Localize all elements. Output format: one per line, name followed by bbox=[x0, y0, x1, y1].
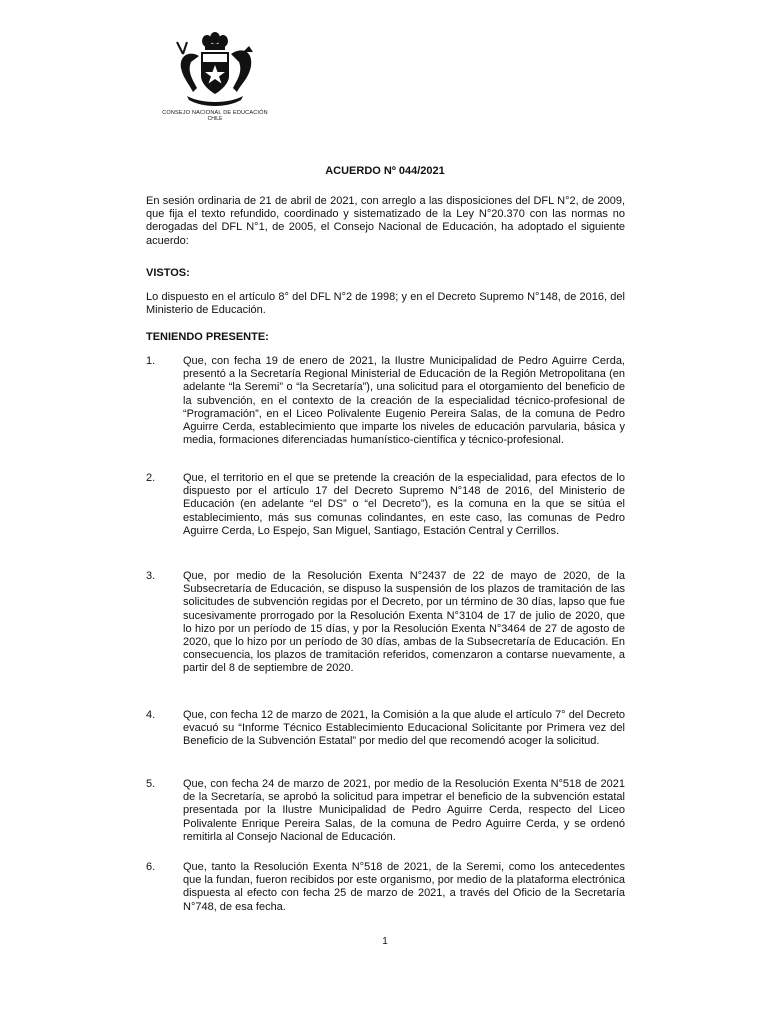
coat-of-arms-icon bbox=[165, 32, 265, 110]
item-number: 1. bbox=[146, 355, 156, 367]
item-text: Que, con fecha 12 de marzo de 2021, la Comisión a la que alude el artículo 7° del Decreto evacuó su “Informe Técnico Establecimiento Educacional Solicitante por Primera vez del Beneficio de la Subvención Estatal” por medio del que recomendó acoger la solicitud. bbox=[183, 709, 625, 748]
item-text: Que, con fecha 19 de enero de 2021, la Ilustre Municipalidad de Pedro Aguirre Cerda, presentó a la Secretaría Regional Ministerial de Educación de la Región Metropolitana (en adelante “la Seremi” o “la Secretaría”), una solicitud para el otorgamiento del beneficio de la subvención, en el contexto de la creación de la especialidad técnico-profesional de “Programación”, en el Liceo Polivalente Eugenio Pereira Salas, de la comuna de Pedro Aguirre Cerda, establecimiento que imparte los niveles de educación parvularia, básica y media, formaciones diferenciadas humanístico-científica y técnico-profesional. bbox=[183, 355, 625, 447]
list-item bbox=[146, 570, 625, 676]
item-text: Que, tanto la Resolución Exenta N°518 de 2021, de la Seremi, como los antecedentes que la fundan, fueron recibidos por este organismo, por medio de la plataforma electrónica dispuesta al efecto con fecha 25 de marzo de 2021, a través del Oficio de la Secretaría N°748, de esa fecha. bbox=[183, 861, 625, 913]
item-number: 2. bbox=[146, 472, 156, 484]
list-item bbox=[146, 709, 625, 749]
institution-logo bbox=[160, 32, 270, 122]
institution-name: CONSEJO NACIONAL DE EDUCACIÓN bbox=[162, 110, 268, 116]
vistos-paragraph: Lo dispuesto en el artículo 8° del DFL N°2 de 1998; y en el Decreto Supremo N°148, de 2016, del Ministerio de Educación. bbox=[146, 291, 625, 317]
item-text: Que, con fecha 24 de marzo de 2021, por medio de la Resolución Exenta N°518 de 2021 de la Secretaría, se aprobó la solicitud para impetrar el beneficio de la subvención estatal presentada por la Ilustre Municipalidad de Pedro Aguirre Cerda, respecto del Liceo Polivalente Enrique Pereira Salas, de la comuna de Pedro Aguirre Cerda, y se ordenó remitirla al Consejo Nacional de Educación. bbox=[183, 778, 625, 843]
item-number: 3. bbox=[146, 570, 156, 582]
page-number: 1 bbox=[382, 936, 388, 947]
institution-country: CHILE bbox=[207, 116, 223, 122]
list-item bbox=[146, 778, 625, 844]
item-text: Que, por medio de la Resolución Exenta N°2437 de 22 de mayo de 2020, de la Subsecretaría de Educación, se dispuso la suspensión de los plazos de tramitación de las solicitudes de subvención regidas por el Decreto, por un término de 30 días, lapso que fue sucesivamente prorrogado por la Resolución Exenta N°3104 de 17 de julio de 2020, que lo hizo por un período de 15 días, y por la Resolución Exenta N°3464 de 27 de agosto de 2020, que lo hizo por un período de 30 días, ambas de la Subsecretaría de Educación. En consecuencia, los plazos de tramitación referidos, comenzaron a contarse nuevamente, a partir del 8 de septiembre de 2020. bbox=[183, 570, 625, 675]
item-number: 4. bbox=[146, 709, 156, 721]
item-number: 6. bbox=[146, 861, 156, 873]
document-title: ACUERDO Nº 044/2021 bbox=[325, 165, 445, 177]
vistos-heading: VISTOS: bbox=[146, 267, 190, 279]
item-text: Que, el territorio en el que se pretende la creación de la especialidad, para efectos de lo dispuesto por el artículo 17 del Decreto Supremo N°148 de 2016, del Ministerio de Educación (en adelante “el DS” o “el Decreto”), es la comuna en la que se sitúa el establecimiento, más sus comunas colindantes, en este caso, las comunas de Pedro Aguirre Cerda, Lo Espejo, San Miguel, Santiago, Estación Central y Cerrillos. bbox=[183, 472, 625, 537]
item-number: 5. bbox=[146, 778, 156, 790]
teniendo-presente-heading: TENIENDO PRESENTE: bbox=[146, 331, 269, 343]
list-item bbox=[146, 472, 625, 538]
list-item bbox=[146, 861, 625, 914]
intro-paragraph: En sesión ordinaria de 21 de abril de 2021, con arreglo a las disposiciones del DFL N°2, de 2009, que fija el texto refundido, coordinado y sistematizado de la Ley N°20.370 con las normas no derogadas del DFL N°1, de 2005, el Consejo Nacional de Educación, ha adoptado el siguiente acuerdo: bbox=[146, 195, 625, 247]
list-item bbox=[146, 355, 625, 447]
